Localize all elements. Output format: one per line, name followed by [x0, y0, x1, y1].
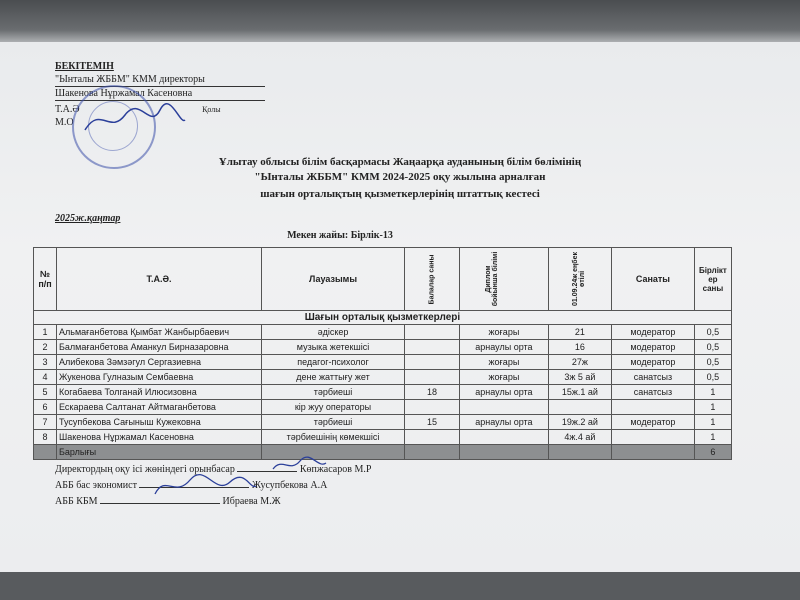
cell-n: 6 — [34, 400, 57, 415]
col-name: Т.А.Ә. — [57, 248, 262, 311]
col-children: Балалар саны — [405, 248, 460, 311]
director-line: "Ынталы ЖББМ" КММ директоры — [55, 73, 265, 87]
cell-experience: 3ж 5 ай — [548, 370, 611, 385]
table-row — [34, 325, 732, 340]
cell-name: Алибекова Зәмзәгул Сергазиевна — [57, 355, 262, 370]
name-label: Т.А.Ә — [55, 104, 80, 115]
footer-line-1: Директордың оқу ісі жөніндегі орынбасар Көпжасаров М.Р — [55, 464, 372, 475]
address: Мекен жайы: Бірлік-13 — [287, 230, 393, 241]
cell-n: 3 — [34, 355, 57, 370]
cell-units: 0,5 — [694, 325, 731, 340]
title-line-3: шағын орталықтың қызметкерлерінің штаттық кестесі — [260, 188, 540, 200]
cell-name: Когабаева Толганай Илюсизовна — [57, 385, 262, 400]
col-category: Санаты — [611, 248, 694, 311]
footer-signature-1 — [270, 455, 330, 475]
cell-experience — [548, 400, 611, 415]
cell-education: жоғары — [459, 370, 548, 385]
table-row — [34, 355, 732, 370]
cell-position: тәрбиеші — [262, 415, 405, 430]
staff-table — [33, 247, 732, 460]
cell-name: Альмағанбетова Қымбат Жанбырбаевич — [57, 325, 262, 340]
cell-experience: 19ж.2 ай — [548, 415, 611, 430]
table-row — [34, 430, 732, 445]
table-row — [34, 385, 732, 400]
section-title: Шағын орталық қызметкерлері — [34, 311, 732, 325]
footer-signature-2 — [150, 470, 260, 502]
cell-category: санатсыз — [611, 370, 694, 385]
cell-units: 1 — [694, 430, 731, 445]
cell-position: тәрбиешінің көмекшісі — [262, 430, 405, 445]
seal-label: М.О — [55, 117, 74, 128]
cell-children — [405, 340, 460, 355]
cell-children — [405, 325, 460, 340]
total-row — [34, 445, 732, 460]
cell-units: 0,5 — [694, 370, 731, 385]
table-row — [34, 340, 732, 355]
cell-category: модератор — [611, 340, 694, 355]
cell-n: 8 — [34, 430, 57, 445]
total-units: 6 — [694, 445, 731, 460]
col-education: Диплом бойынша білімі — [459, 248, 548, 311]
title-line-1: Ұлытау облысы білім басқармасы Жаңаарқа ауданының білім бөлімінің — [218, 156, 582, 168]
cell-education: арнаулы орта — [459, 340, 548, 355]
cell-experience: 21 — [548, 325, 611, 340]
cell-name: Ескараева Салтанат Айтмаганбетова — [57, 400, 262, 415]
cell-n: 2 — [34, 340, 57, 355]
cell-experience: 4ж.4 ай — [548, 430, 611, 445]
cell-children — [405, 400, 460, 415]
cell-units: 0,5 — [694, 355, 731, 370]
cell-experience: 27ж — [548, 355, 611, 370]
cell-category — [611, 430, 694, 445]
cell-position: педагог-психолог — [262, 355, 405, 370]
cell-position: музыка жетекшісі — [262, 340, 405, 355]
document-date: 2025ж.қаңтар — [55, 213, 121, 224]
cell-n: 5 — [34, 385, 57, 400]
cell-education: жоғары — [459, 355, 548, 370]
cell-category: модератор — [611, 415, 694, 430]
col-position: Лауазымы — [262, 248, 405, 311]
footer-line-3: АББ КБМ Ибраева М.Ж — [55, 496, 281, 507]
col-number: № п/п — [34, 248, 57, 311]
signature-label: Қолы — [202, 105, 221, 114]
cell-children: 15 — [405, 415, 460, 430]
cell-n: 7 — [34, 415, 57, 430]
cell-position: дене жаттығу жет — [262, 370, 405, 385]
col-units: Бірлікт ер саны — [694, 248, 731, 311]
director-signature — [80, 100, 190, 140]
cell-category: модератор — [611, 325, 694, 340]
cell-category: модератор — [611, 355, 694, 370]
cell-children — [405, 370, 460, 385]
cell-education — [459, 430, 548, 445]
footer-line-2: АББ бас экономист Жусупбекова А.А — [55, 480, 328, 491]
director-name: Шакенова Нұржамал Касеновна — [55, 87, 265, 101]
cell-education: арнаулы орта — [459, 385, 548, 400]
cell-education: арнаулы орта — [459, 415, 548, 430]
col-experience: 01.09.24ж еңбек өтілі — [548, 248, 611, 311]
cell-position: тәрбиеші — [262, 385, 405, 400]
total-label: Барлығы — [57, 445, 262, 460]
cell-units: 1 — [694, 385, 731, 400]
cell-experience: 15ж.1 ай — [548, 385, 611, 400]
approval-heading: БЕКІТЕМІН — [55, 61, 114, 72]
cell-position: кір жуу операторы — [262, 400, 405, 415]
cell-name: Балмағанбетова Аманкул Бирназаровна — [57, 340, 262, 355]
cell-category: санатсыз — [611, 385, 694, 400]
cell-n: 4 — [34, 370, 57, 385]
cell-children — [405, 355, 460, 370]
cell-name: Жукенова Гулназым Сембаевна — [57, 370, 262, 385]
cell-n: 1 — [34, 325, 57, 340]
cell-children — [405, 430, 460, 445]
table-row — [34, 400, 732, 415]
cell-name: Тусупбекова Сағыныш Кужековна — [57, 415, 262, 430]
table-row — [34, 415, 732, 430]
cell-education — [459, 400, 548, 415]
cell-units: 1 — [694, 400, 731, 415]
cell-units: 1 — [694, 415, 731, 430]
cell-experience: 16 — [548, 340, 611, 355]
cell-name: Шакенова Нұржамал Касеновна — [57, 430, 262, 445]
cell-units: 0,5 — [694, 340, 731, 355]
title-line-2: "Ынталы ЖББМ" КММ 2024-2025 оқу жылына арналған — [254, 171, 546, 183]
table-row — [34, 370, 732, 385]
cell-category — [611, 400, 694, 415]
cell-position: әдіскер — [262, 325, 405, 340]
cell-education: жоғары — [459, 325, 548, 340]
cell-children: 18 — [405, 385, 460, 400]
